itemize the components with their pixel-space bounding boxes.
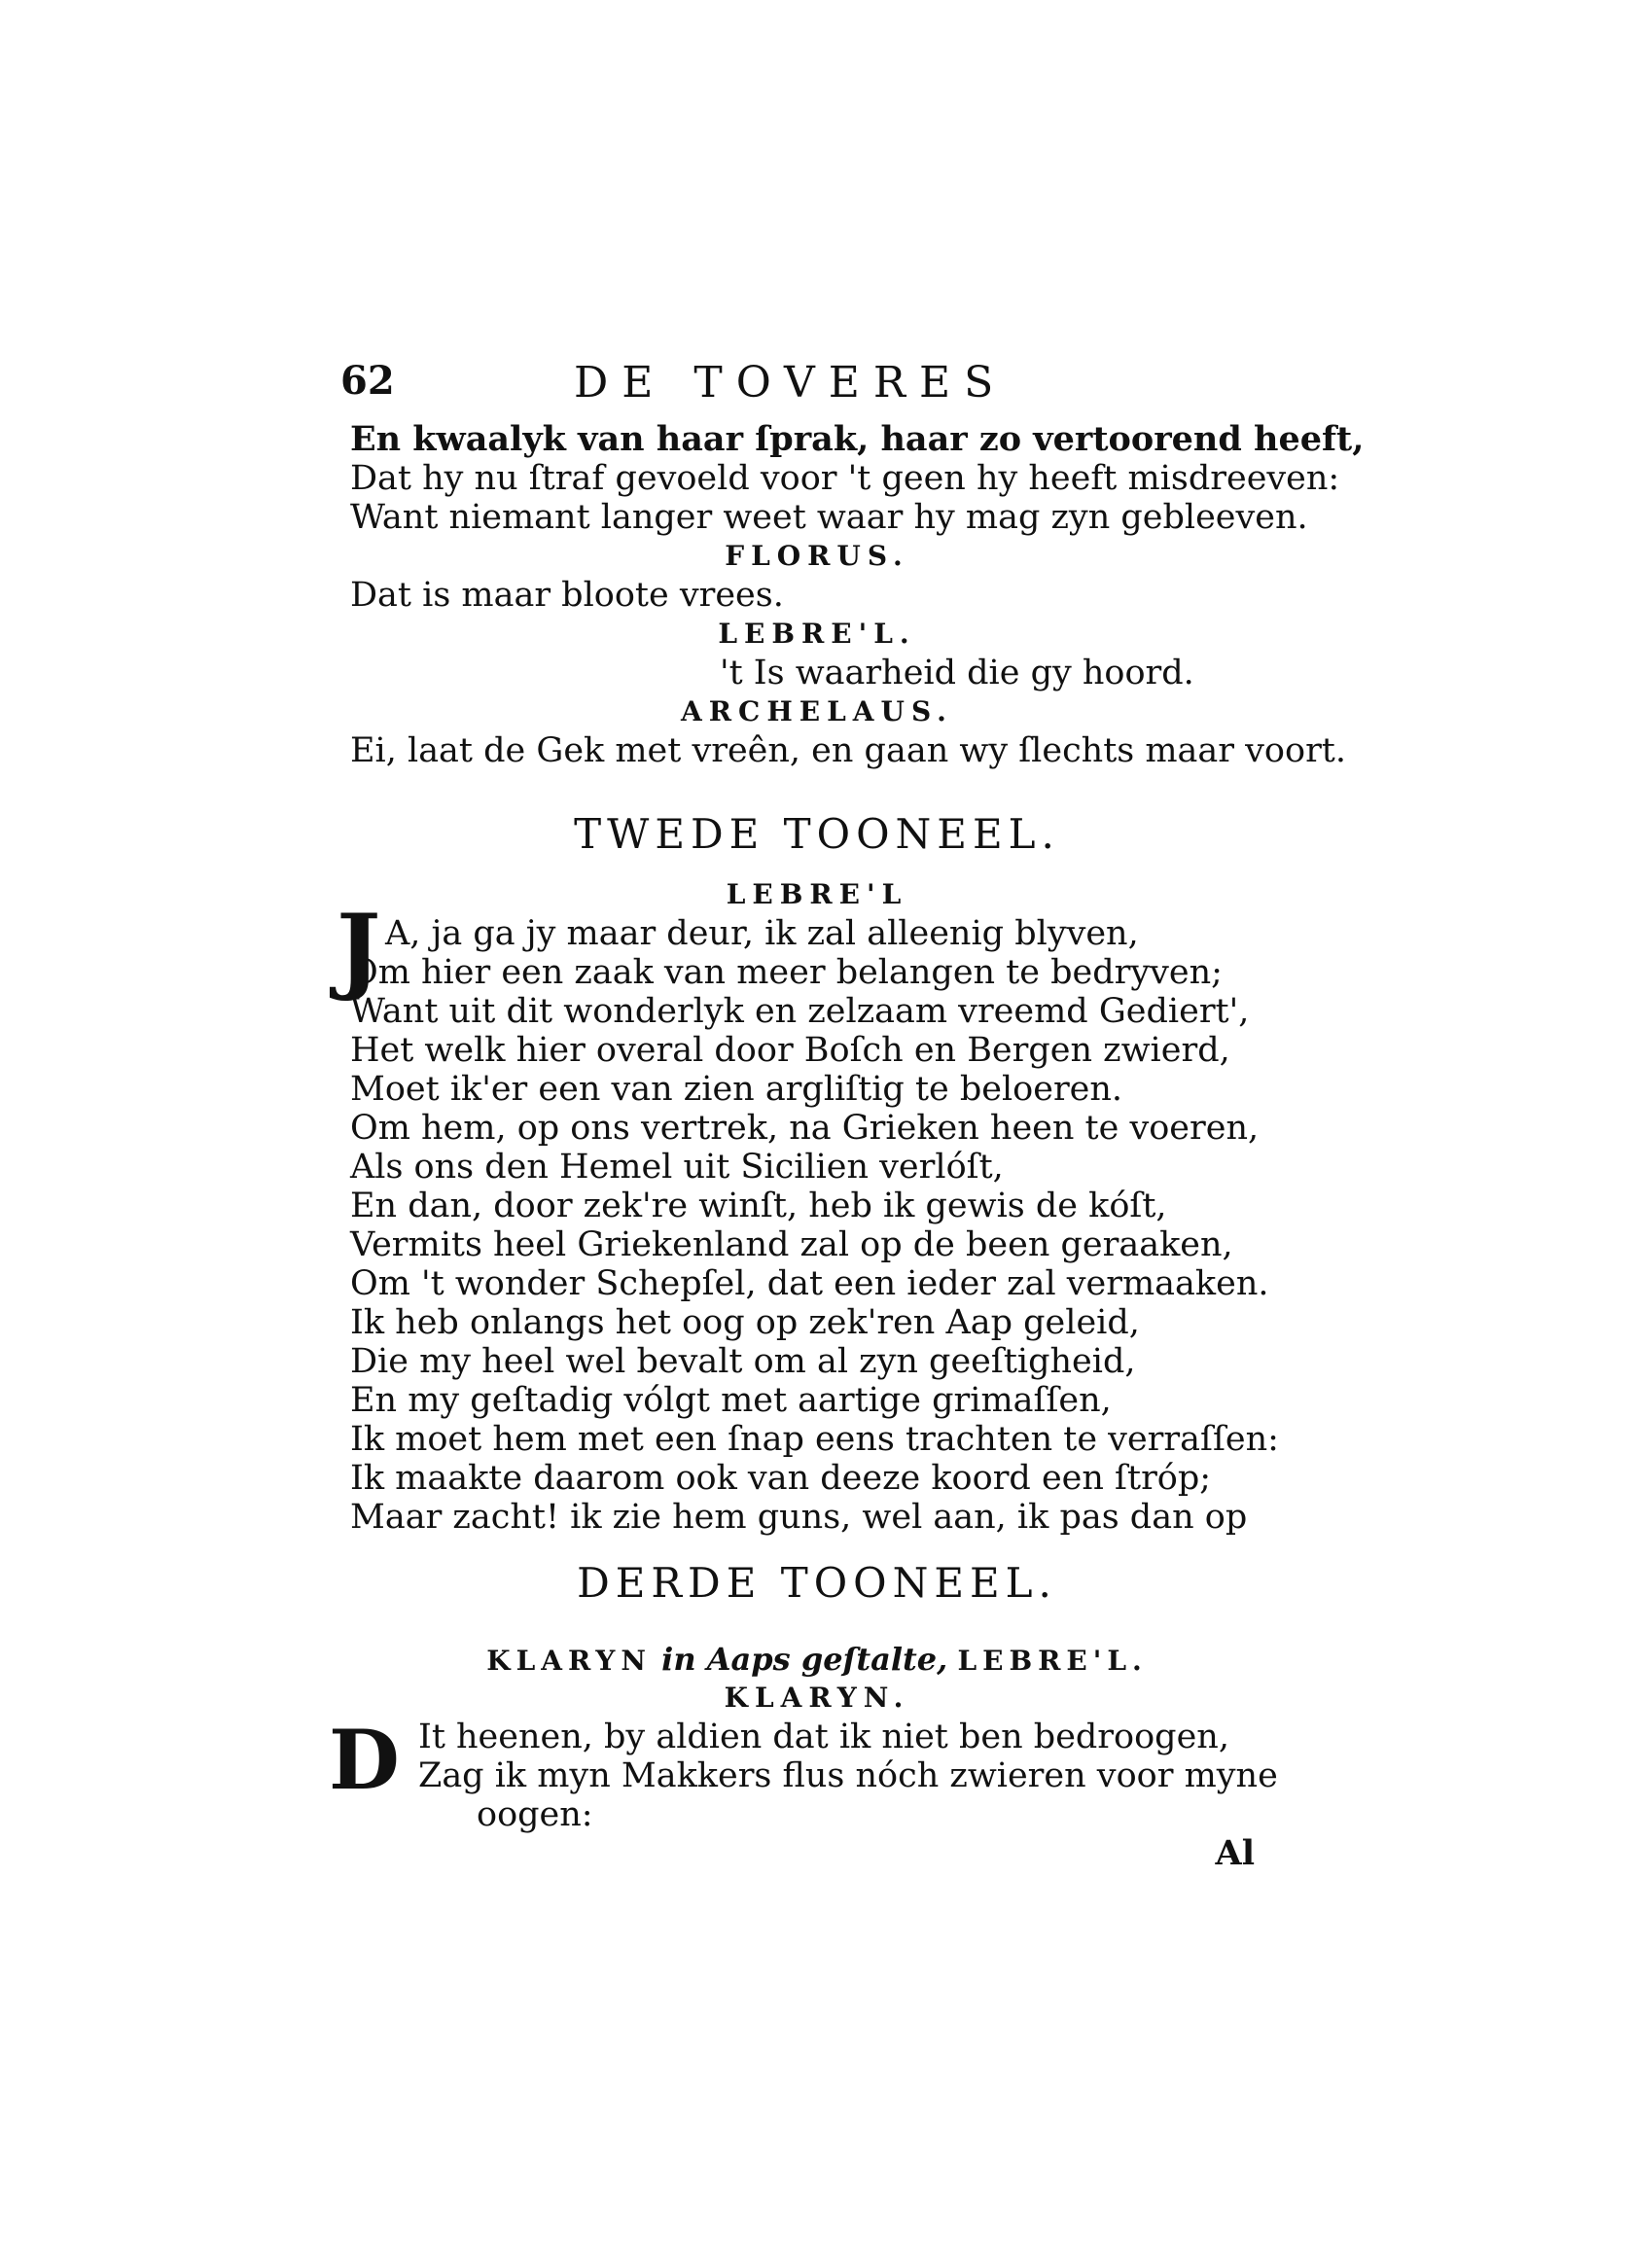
cast-lebrel: LEBRE'L.: [957, 1645, 1148, 1677]
catchword: Al: [1215, 1833, 1255, 1873]
page-header: [340, 358, 1294, 416]
drop-cap: J: [337, 894, 381, 1004]
verse-line: Als ons den Hemel uit Sicilien verlóſt,: [350, 1148, 1004, 1187]
verse-line: En my geſtadig vólgt met aartige grimaſſen,: [350, 1381, 1112, 1420]
verse-line: Ik moet hem met een ſnap eens trachten te verraſſen:: [350, 1420, 1279, 1459]
page-number: 62: [340, 358, 395, 404]
cast-note: in Aaps geſtalte,: [661, 1641, 948, 1678]
speaker-archelaus: ARCHELAUS.: [681, 695, 953, 727]
cast-klaryn: KLARYN: [486, 1645, 652, 1677]
speaker-lebrel: LEBRE'L.: [718, 618, 916, 650]
verse-line: Ik maakte daarom ook van deeze koord een ſtróp;: [350, 1459, 1212, 1498]
verse-line: Want niemant langer weet waar hy mag zyn gebleeven.: [350, 498, 1308, 537]
verse-line: Dat is maar bloote vrees.: [350, 576, 784, 615]
verse-line: oogen:: [477, 1795, 593, 1834]
verse-line: 't Is waarheid die gy hoord.: [720, 654, 1194, 692]
verse-line: Ik heb onlangs het oog op zek'ren Aap geleid,: [350, 1303, 1140, 1342]
opening-verse: [329, 1712, 1284, 1834]
scene-title: DERDE TOONEEL.: [577, 1559, 1057, 1607]
verse-line: En kwaalyk van haar ſprak, haar zo vertoorend heeft,: [350, 419, 1365, 459]
scene-three: [329, 1556, 1284, 1873]
verse-line: Om hem, op ons vertrek, na Grieken heen te voeren,: [350, 1109, 1260, 1148]
speaker-lebrel: LEBRE'L: [726, 878, 908, 910]
scene-one-continuation: [350, 419, 1365, 770]
speaker-florus: FLORUS.: [725, 540, 909, 572]
verse-line: En dan, door zek're winſt, heb ik gewis de kóſt,: [350, 1187, 1167, 1225]
verse-line: Zag ik myn Makkers flus nóch zwieren voor myne: [418, 1756, 1278, 1795]
running-title: DE TOVERES: [574, 358, 1008, 408]
verse-line: Vermits heel Griekenland zal op de been geraaken,: [350, 1225, 1233, 1264]
verse-line: Moet ik'er een van zien argliſtig te beloeren.: [350, 1070, 1123, 1109]
verse-line: Want uit dit wonderlyk en zelzaam vreemd Gediert',: [350, 992, 1250, 1031]
verse-line: Het welk hier overal door Boſch en Bergen zwierd,: [350, 1031, 1230, 1070]
verse-line: Die my heel wel bevalt om al zyn geeſtigheid,: [350, 1342, 1136, 1381]
verse-line: Ei, laat de Gek met vreên, en gaan wy ſlechts maar voort.: [350, 731, 1346, 770]
verse-line: A, ja ga jy maar deur, ik zal alleenig blyven,: [385, 914, 1139, 953]
scene-title: TWEDE TOONEEL.: [574, 810, 1060, 858]
verse-line: It heenen, by aldien dat ik niet ben bedroogen,: [418, 1718, 1229, 1756]
drop-cap: D: [329, 1712, 400, 1808]
verse-line: Maar zacht! ik zie hem guns, wel aan, ik pas dan op: [350, 1498, 1248, 1537]
verse-line: Dat hy nu ſtraf gevoeld voor 't geen hy heeft misdreeven:: [350, 459, 1340, 498]
speaker-klaryn: KLARYN.: [724, 1682, 910, 1714]
verse-line: Om hier een zaak van meer belangen te bedryven;: [350, 953, 1223, 992]
verse-line: Om 't wonder Schepſel, dat een ieder zal vermaaken.: [350, 1264, 1269, 1303]
scene-two: [337, 807, 1284, 1537]
cast-list: [350, 1640, 1284, 1679]
